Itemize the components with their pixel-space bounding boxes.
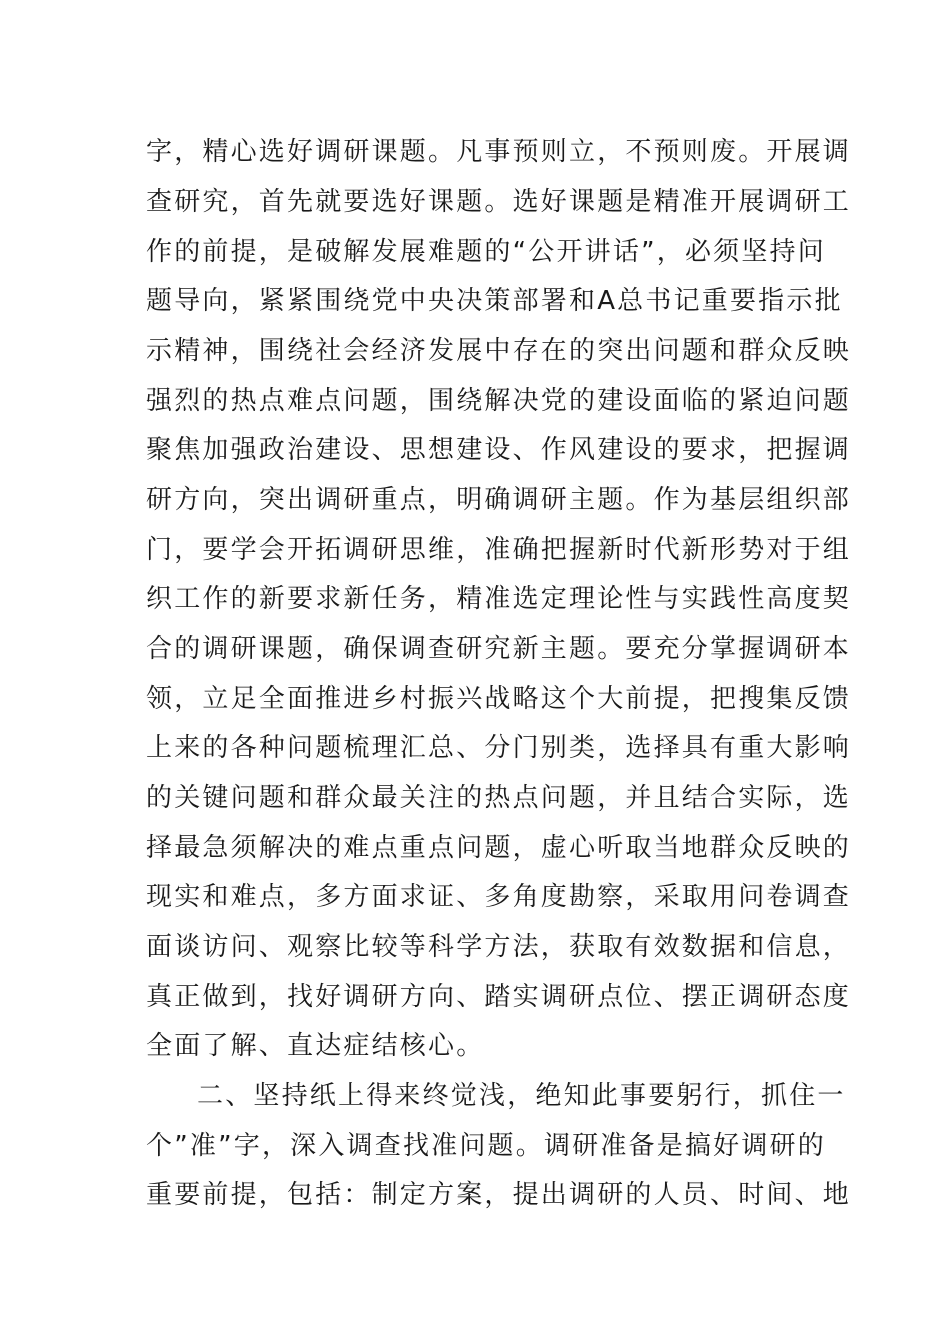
text-line: 字，精心选好调研课题。凡事预则立，不预则废。开展调 (146, 137, 852, 167)
text-line: 择最急须解决的难点重点问题，虚心听取当地群众反映的 (146, 833, 852, 863)
text-line: 门，要学会开拓调研思维，准确把握新时代新形势对于组 (146, 535, 852, 565)
text-line: 题导向，紧紧围绕党中央决策部署和A总书记重要指示批 (146, 286, 843, 316)
text-line: 合的调研课题，确保调查研究新主题。要充分掌握调研本 (146, 634, 852, 664)
text-line: 领，立足全面推进乡村振兴战略这个大前提，把搜集反馈 (146, 684, 852, 714)
text-line: 织工作的新要求新任务，精准选定理论性与实践性高度契 (146, 584, 852, 614)
paragraph-first-line: 二、坚持纸上得来终觉浅，绝知此事要躬行，抓住一 (197, 1081, 846, 1111)
text-line: 聚焦加强政治建设、思想建设、作风建设的要求，把握调 (146, 435, 852, 465)
text-line: 强烈的热点难点问题，围绕解决党的建设面临的紧迫问题 (146, 386, 852, 416)
text-line: 作的前提，是破解发展难题的“公开讲话”，必须坚持问 (146, 237, 826, 267)
text-line: 现实和难点，多方面求证、多角度勘察，采取用问卷调查 (146, 882, 852, 912)
text-line: 真正做到，找好调研方向、踏实调研点位、摆正调研态度 (146, 982, 852, 1012)
text-line: 重要前提，包括：制定方案，提出调研的人员、时间、地 (146, 1180, 852, 1210)
text-line: 示精神，围绕社会经济发展中存在的突出问题和群众反映 (146, 336, 852, 366)
text-line: 研方向，突出调研重点，明确调研主题。作为基层组织部 (146, 485, 852, 515)
text-line: 的关键问题和群众最关注的热点问题，并且结合实际，选 (146, 783, 852, 813)
text-line: 面谈访问、观察比较等科学方法，获取有效数据和信息， (146, 932, 852, 962)
text-line: 个”准”字，深入调查找准问题。调研准备是搞好调研的 (146, 1131, 826, 1161)
text-line: 查研究，首先就要选好课题。选好课题是精准开展调研工 (146, 187, 852, 217)
text-line: 全面了解、直达症结核心。 (146, 1031, 485, 1061)
text-line: 上来的各种问题梳理汇总、分门别类，选择具有重大影响 (146, 733, 852, 763)
